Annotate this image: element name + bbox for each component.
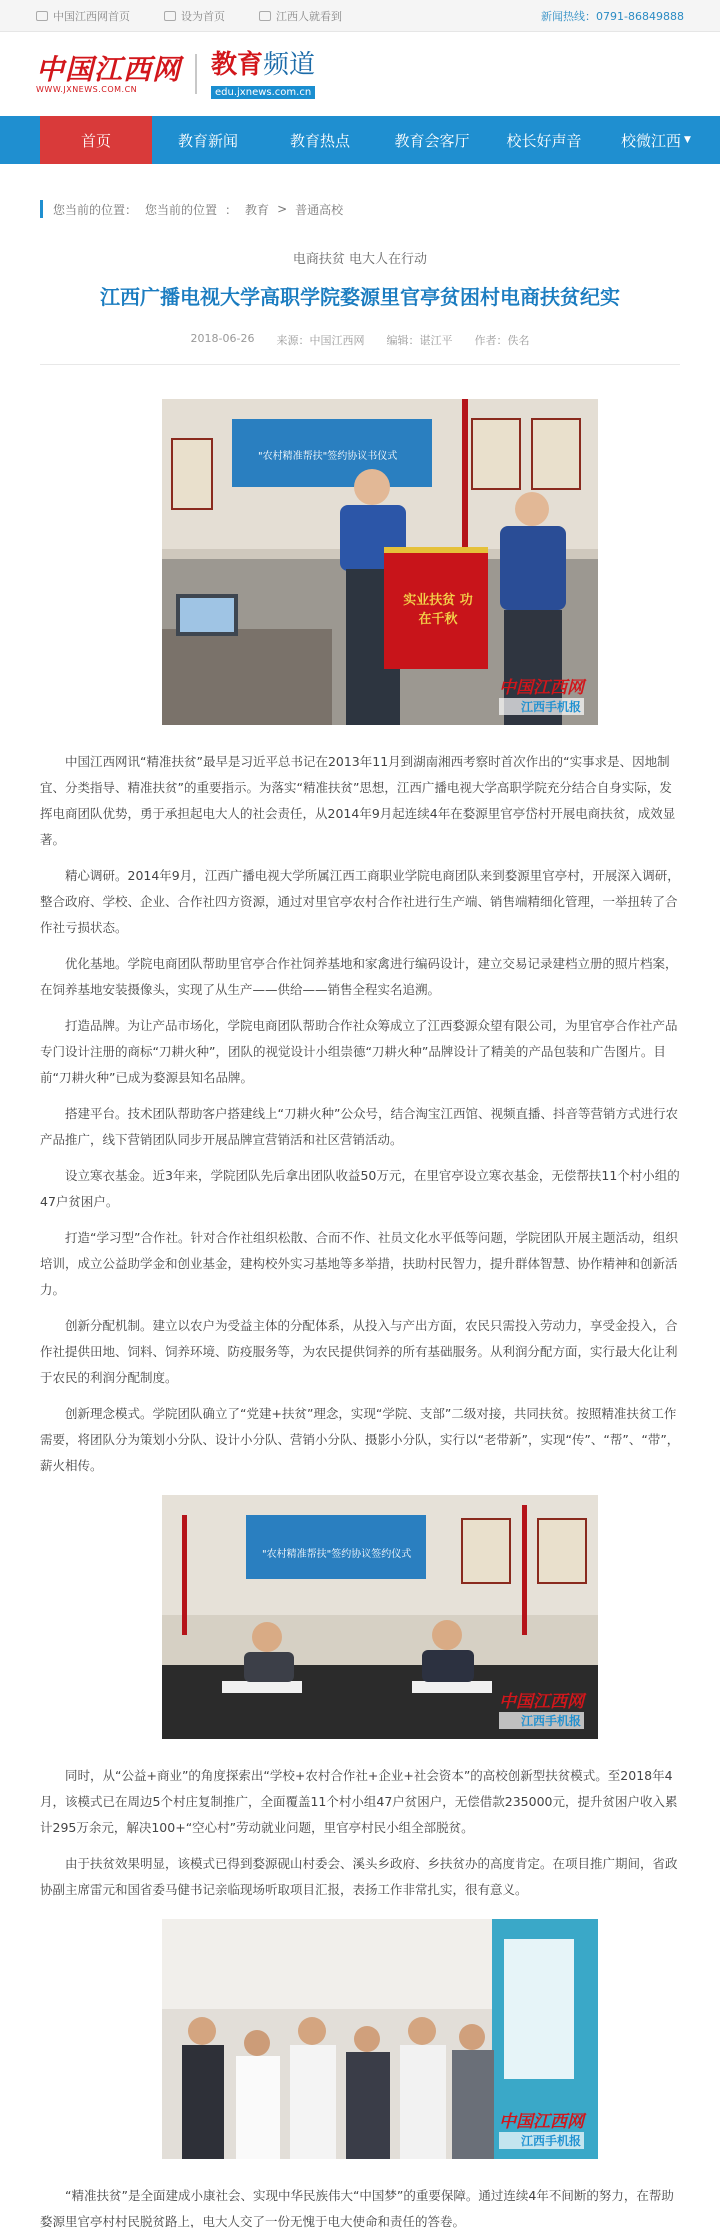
article-body-a: [0, 749, 720, 1479]
breadcrumb: [40, 200, 680, 218]
topbar-sethome-link[interactable]: [164, 8, 225, 24]
nav-home-label: 首页: [80, 131, 111, 150]
nav-school-jx-label: 校微江西: [621, 131, 682, 150]
top-utility-bar: [0, 0, 720, 32]
nav-item-home[interactable]: [40, 116, 152, 164]
nav-edu-lounge-label: 教育会客厅: [394, 131, 470, 150]
paragraph: 优化基地。学院电商团队帮助里官亭合作社饲养基地和家禽进行编码设计，建立交易记录建档立册的照片档案，在饲养基地安装摄像头，实现了从生产——供给——销售全程实名追溯。: [40, 956, 678, 997]
photo-1-banner: "农村精准帮扶"签约协议书仪式: [258, 451, 398, 462]
sethome-icon: [164, 11, 176, 21]
article-source: 来源：中国江西网: [276, 334, 365, 347]
photo-1-flag-text: 实业扶贫 功在千秋: [403, 593, 473, 627]
channel-name: 教育: [211, 49, 264, 80]
logo-divider: [195, 54, 197, 94]
breadcrumb-label: 您当前的位置：: [53, 202, 138, 217]
watermark-b: 江西手机报: [499, 2132, 584, 2149]
nav-edu-news-label: 教育新闻: [177, 131, 238, 150]
article-title: 江西广播电视大学高职学院婺源里官亭贫困村电商扶贫纪实: [100, 285, 620, 309]
topbar-home-label: 中国江西网首页: [53, 9, 130, 23]
photo-1-watermark: [499, 673, 584, 715]
breadcrumb-item-universities[interactable]: 普通高校: [295, 202, 344, 217]
topbar-tagline-label: 江西人就看到: [276, 9, 342, 23]
article-date: 2018-06-26: [190, 332, 255, 345]
watermark-b: 江西手机报: [499, 1712, 584, 1729]
nav-item-school-jx[interactable]: [600, 116, 712, 164]
site-logo-text: 中国江西网: [36, 52, 182, 86]
photo-2-watermark: [499, 1687, 584, 1729]
nav-item-principal-voice[interactable]: [488, 116, 600, 164]
watermark-a: 中国江西网: [499, 2112, 584, 2132]
breadcrumb-item-current[interactable]: 您当前的位置: [145, 202, 218, 217]
paragraph: 中国江西网讯“精准扶贫”最早是习近平总书记在2013年11月到湖南湘西考察时首次作出的“实事求是、因地制宜、分类指导、精准扶贫”的重要指示。为落实“精准扶贫”思想，江西广播电视大学高职学院充分结合自身实际，发挥电商团队优势，勇于承担起电大人的社会责任，从2014年9月起连续4年在婺源里官亭岱村开展电商扶贫，成效显著。: [40, 754, 676, 847]
paragraph: 打造品牌。为让产品市场化，学院电商团队帮助合作社众筹成立了江西婺源众望有限公司，为里官亭合作社产品专门设计注册的商标“刀耕火种”，团队的视觉设计小组崇德“刀耕火种”品牌设计了精美的产品包装和广告图片。目前“刀耕火种”已成为婺源县知名品牌。: [40, 1018, 678, 1085]
breadcrumb-colon: ：: [225, 202, 238, 217]
nav-principal-voice-label: 校长好声音: [506, 131, 582, 150]
article-photo-3: [162, 1919, 598, 2159]
paragraph: 同时，从“公益+商业”的角度探索出“学校+农村合作社+企业+社会资本”的高校创新型扶贫模式。至2018年4月，该模式已在周边5个村庄复制推广，全面覆盖11个村小组47户贫困户，无偿借款235000元，提升贫困户收入累计295万余元，解决100+“空心村”劳动就业问题，里官亭村民小组全部脱贫。: [40, 1768, 678, 1835]
tagline-icon: [259, 11, 271, 21]
article-editor: 编辑：谌江平: [386, 334, 453, 347]
watermark-a: 中国江西网: [499, 1692, 584, 1712]
site-header: [0, 32, 720, 116]
article-kicker: 电商扶贫 电大人在行动: [292, 252, 428, 267]
watermark-a: 中国江西网: [499, 678, 584, 698]
article-divider: [40, 364, 680, 365]
paragraph: 创新分配机制。建立以农户为受益主体的分配体系，从投入与产出方面，农民只需投入劳动力，享受金投入，合作社提供田地、饲料、饲养环境、防疫服务等，为农民提供饲养的所有基础服务。从利润分配方面，实行最大化让利于农民的利润分配制度。: [40, 1318, 678, 1385]
watermark-b: 江西手机报: [499, 698, 584, 715]
photo-2-banner: "农村精准帮扶"签约协议签约仪式: [262, 1549, 412, 1560]
topbar-sethome-label: 设为首页: [181, 9, 225, 23]
article-header: [0, 248, 720, 348]
article-body-b: [0, 1763, 720, 1903]
site-logo-url: WWW.JXNEWS.COM.CN: [36, 84, 138, 94]
paragraph: 设立寒衣基金。近3年来，学院团队先后拿出团队收益50万元，在里官亭设立寒衣基金，无偿帮扶11个村小组的47户贫困户。: [40, 1168, 680, 1209]
channel-logo[interactable]: [211, 50, 315, 99]
topbar-home-link[interactable]: [36, 8, 130, 24]
nav-edu-hot-label: 教育热点: [289, 131, 350, 150]
chevron-down-icon: ▼: [684, 135, 691, 145]
nav-item-edu-news[interactable]: [152, 116, 264, 164]
breadcrumb-item-edu[interactable]: 教育: [245, 202, 270, 217]
site-logo[interactable]: [36, 52, 182, 94]
article-body-c: [0, 2183, 720, 2228]
paragraph: 创新理念模式。学院团队确立了“党建+扶贫”理念，实现“学院、支部”二级对接，共同扶贫。按照精准扶贫工作需要，将团队分为策划小分队、设计小分队、营销小分队、摄影小分队，实行以“老带新”，实现“传”、“帮”、“带”，薪火相传。: [40, 1406, 680, 1473]
article-meta: [0, 332, 720, 348]
paragraph: 精心调研。2014年9月，江西广播电视大学所属江西工商职业学院电商团队来到婺源里官亭村，开展深入调研，整合政府、学校、企业、合作社四方资源，通过对里官亭农村合作社进行生产端、销售端精细化管理，一举扭转了合作社亏损状态。: [40, 868, 680, 935]
news-hotline: 新闻热线：0791-86849888: [541, 9, 684, 23]
home-icon: [36, 11, 48, 21]
article-photo-2: [162, 1495, 598, 1739]
article-author: 作者：佚名: [474, 334, 530, 347]
paragraph: “精准扶贫”是全面建成小康社会、实现中华民族伟大“中国梦”的重要保障。通过连续4年不间断的努力，在帮助婺源里官亭村村民脱贫路上，电大人交了一份无愧于电大使命和责任的答卷。: [40, 2188, 674, 2228]
photo-3-watermark: [499, 2107, 584, 2149]
nav-item-edu-lounge[interactable]: [376, 116, 488, 164]
main-nav: [0, 116, 720, 164]
channel-url: edu.jxnews.com.cn: [211, 86, 315, 99]
channel-suffix: 频道: [263, 49, 316, 80]
article-photo-1: [162, 399, 598, 725]
nav-item-edu-hot[interactable]: [264, 116, 376, 164]
paragraph: 搭建平台。技术团队帮助客户搭建线上“刀耕火种”公众号，结合淘宝江西馆、视频直播、抖音等营销方式进行农产品推广，线下营销团队同步开展品牌宣营销活和社区营销活动。: [40, 1106, 678, 1147]
paragraph: 打造“学习型”合作社。针对合作社组织松散、合而不作、社员文化水平低等问题，学院团队开展主题活动，组织培训，成立公益助学金和创业基金，建构校外实习基地等多举措，扶助村民智力，提升群体智慧、协作精神和创新活力。: [40, 1230, 678, 1297]
breadcrumb-sep: >: [277, 202, 288, 216]
topbar-tagline-link[interactable]: [259, 8, 342, 24]
paragraph: 由于扶贫效果明显，该模式已得到婺源砚山村委会、溪头乡政府、乡扶贫办的高度肯定。在项目推广期间，省政协副主席雷元和国省委马健书记亲临现场听取项目汇报，表扬工作非常扎实，很有意义。: [40, 1856, 678, 1897]
